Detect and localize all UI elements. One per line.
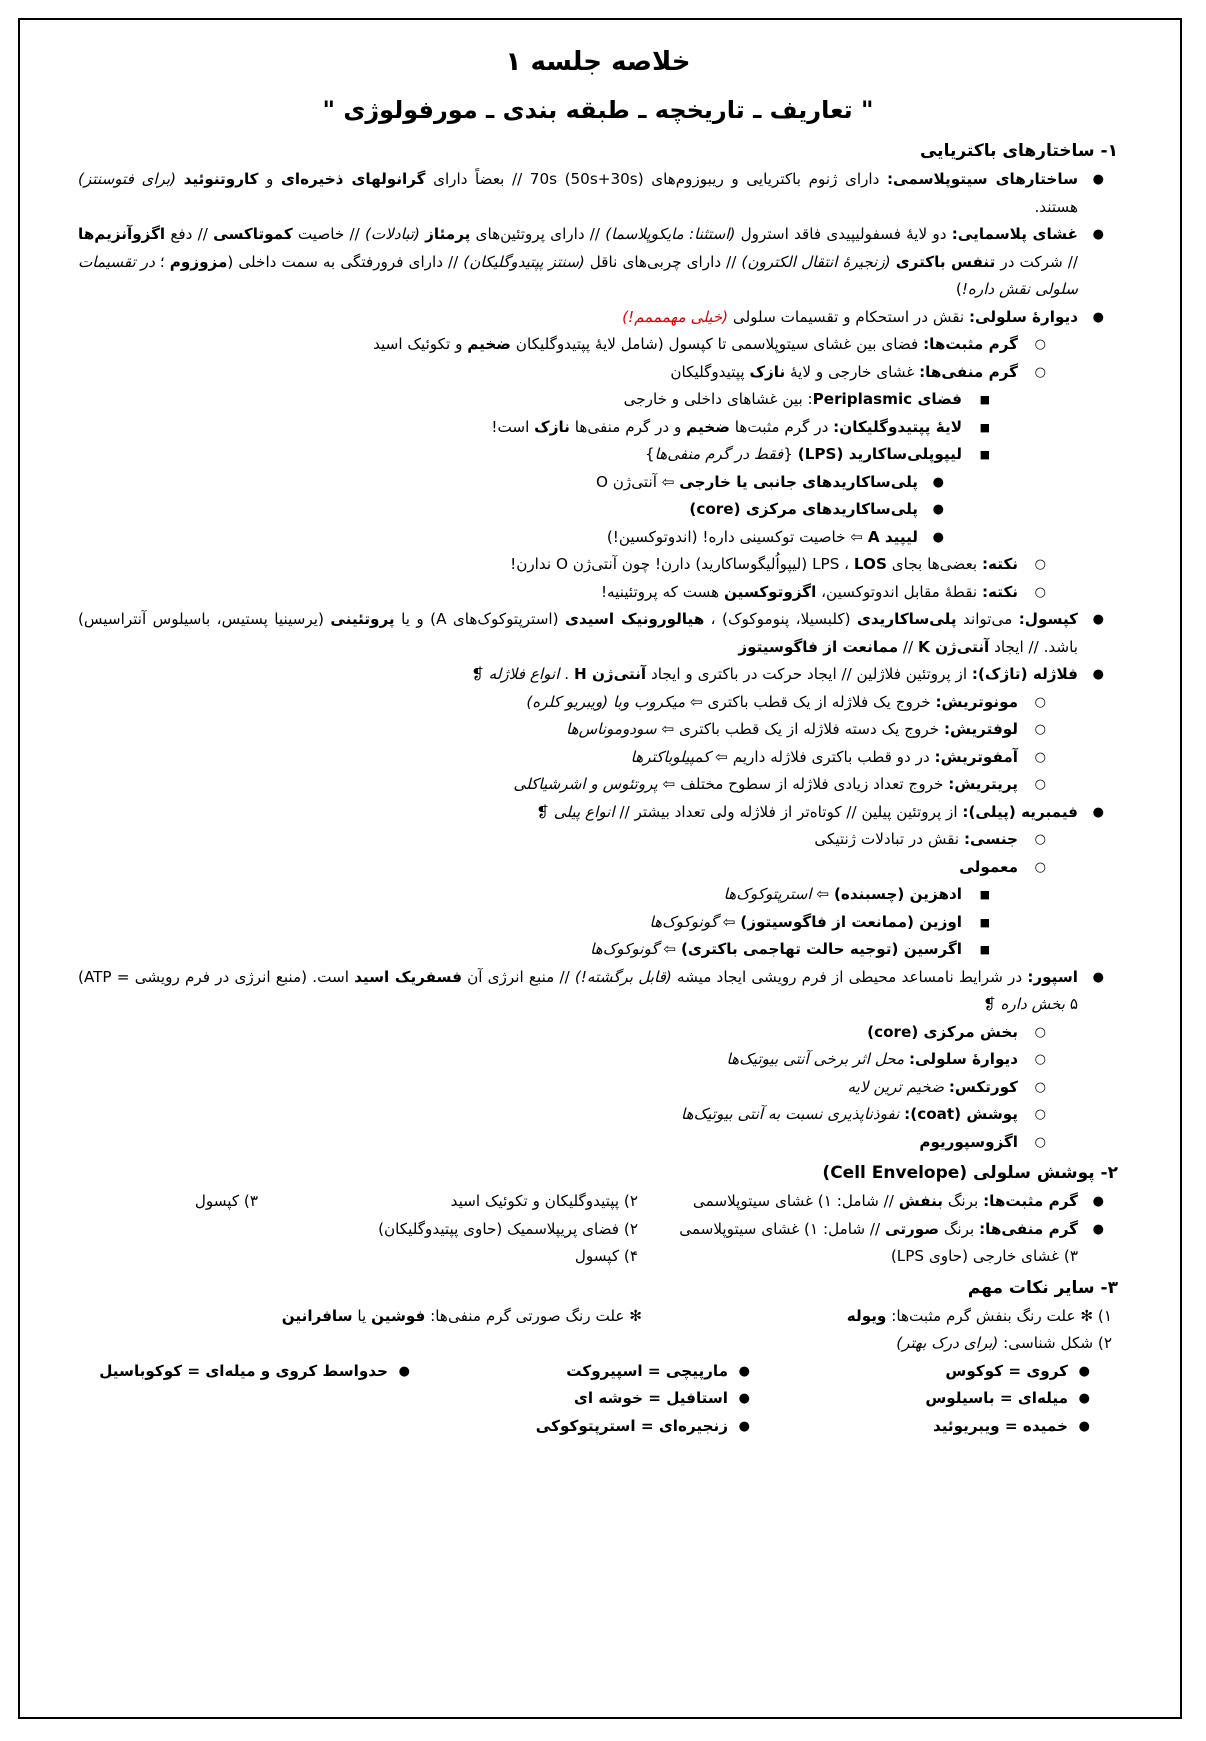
list-item-gram-negative: ○ گرم منفی‌ها: غشای خارجی و لایهٔ نازک پپتیدوگلیکان (78, 359, 1118, 387)
page-subtitle: " تعاریف ـ تاریخچه ـ طبقه بندی ـ مورفولوژی " (322, 96, 874, 124)
bullet-icon: ● (1092, 612, 1104, 627)
circle-bullet-icon: ○ (1034, 1107, 1046, 1122)
circle-bullet-icon: ○ (1034, 337, 1046, 352)
bullet-icon: ● (932, 502, 944, 517)
circle-bullet-icon: ○ (1034, 584, 1046, 600)
circle-bullet-icon: ○ (1034, 364, 1046, 380)
bullet-icon: ● (932, 529, 944, 545)
shape-item: ● کروی = کوکوس (758, 1358, 1098, 1386)
bullet-icon: ● (738, 1391, 750, 1406)
bullet-icon: ● (1092, 227, 1104, 242)
list-item-envelope-gram-positive: ● گرم مثبت‌ها: برنگ بنفش // شامل: ۱) غشای سیتوپلاسمی ۲) پپتیدوگلیکان و تکوئیک اسید ۳) کپسول (78, 1188, 1118, 1216)
square-bullet-icon: ■ (979, 393, 990, 406)
bullet-icon: ● (1078, 1418, 1090, 1434)
list-item-envelope-gram-negative: ● گرم منفی‌ها: برنگ صورتی // شامل: ۱) غشای سیتوپلاسمی ۲) فضای پریپلاسمیک (حاوی پپتیدوگلیکان) (78, 1216, 1118, 1244)
circle-bullet-icon: ○ (1034, 694, 1046, 710)
list-item-spore-cortex: ○ کورتکس: ضخیم ترین لایه (78, 1074, 1118, 1102)
list-item-lipid-a: ● لیپید A ⇦ خاصیت توکسینی داره! (اندوتوکسین!) (78, 524, 1118, 552)
list-item-gram-positive: ○ گرم مثبت‌ها: فضای بین غشای سیتوپلاسمی تا کپسول (شامل لایهٔ پپتیدوگلیکان ضخیم و تکوئیک اسید (78, 331, 1118, 359)
list-item-sex-pili: ○ جنسی: نقش در تبادلات ژنتیکی (78, 826, 1118, 854)
bullet-icon: ● (738, 1418, 750, 1434)
document-body (78, 40, 1118, 1440)
list-item-cytoplasmic: ● ساختارهای سیتوپلاسمی: دارای ژنوم باکتریایی و ریبوزوم‌های 70s (50s+30s) // بعضاً دارای گرانولهای ذخیره‌ای و کاروتنوئید (برای فتوسنتز) هستند. (78, 166, 1118, 221)
list-item-peritrichous: ○ پریتریش: خروج تعداد زیادی فلاژله از سطوح مختلف ⇦ پروتئوس و اشرشیاکلی (78, 771, 1118, 799)
shape-item-empty (78, 1413, 418, 1441)
list-item-o-polysaccharide: ● پلی‌ساکاریدهای جانبی یا خارجی ⇦ آنتی‌ژن O (78, 469, 1118, 497)
circle-bullet-icon: ○ (1034, 1052, 1046, 1067)
paragraph-morphology: ۲) شکل شناسی: (برای درک بهتر) (896, 1334, 1112, 1352)
list-item-periplasmic: ■ فضای Periplasmic: بین غشاهای داخلی و خارجی (78, 386, 1118, 414)
bullet-icon: ● (738, 1363, 750, 1379)
bullet-icon: ● (1092, 667, 1104, 682)
shape-item: ● مارپیچی = اسپیروکت (418, 1358, 758, 1386)
list-item-aggressin: ■ اگرسین (توجیه حالت تهاجمی باکتری) ⇦ گونوکوک‌ها (78, 936, 1118, 964)
list-item-spore-coat: ○ پوشش (coat): نفوذناپذیری نسبت به آنتی بیوتیک‌ها (78, 1101, 1118, 1129)
list-item-lophotrichous: ○ لوفتریش: خروج یک دسته فلاژله از یک قطب باکتری ⇦ سودوموناس‌ها (78, 716, 1118, 744)
list-item-monotrichous: ○ مونوتریش: خروج یک فلاژله از یک قطب باکتری ⇦ میکروب وبا (ویبریو کلره) (78, 689, 1118, 717)
bullet-icon: ● (932, 474, 944, 490)
section-heading-other-notes: ۳- سایر نکات مهم (967, 1277, 1118, 1298)
circle-bullet-icon: ○ (1034, 1024, 1046, 1040)
list-item-exosporium: ○ اگزوسپوریوم (78, 1129, 1118, 1157)
square-bullet-icon: ■ (979, 888, 990, 901)
shape-item: ● زنجیره‌ای = استرپتوکوکی (418, 1413, 758, 1441)
square-bullet-icon: ■ (979, 915, 990, 929)
section-heading-cell-envelope: ۲- پوشش سلولی (Cell Envelope) (822, 1163, 1118, 1183)
list-item-core-polysaccharide: ● پلی‌ساکاریدهای مرکزی (core) (78, 496, 1118, 524)
paragraph-stain-colors: ۱) ✻ علت رنگ بنفش گرم مثبت‌ها: ویوله ✻ علت رنگ صورتی گرم منفی‌ها: فوشین یا سافرانین (281, 1306, 1112, 1325)
circle-bullet-icon: ○ (1034, 859, 1046, 875)
morphology-grid (78, 1358, 1118, 1441)
list-item-fimbriae: ● فیمبریه (پیلی): از پروتئین پیلین // کوتاه‌تر از فلاژله ولی تعداد بیشتر // انواع پیلی ❡ (78, 799, 1118, 827)
list-item-envelope-gram-negative-cont: ۳) غشای خارجی (حاوی LPS) ۴) کپسول (574, 1247, 1078, 1265)
circle-bullet-icon: ○ (1034, 1079, 1046, 1095)
list-item-plasma-membrane: ● غشای پلاسمایی: دو لایهٔ فسفولیپیدی فاقد استرول (استثنا: مایکوپلاسما) // دارای پروتئین‌های پرمئاز (تبادلات) // خاصیت کموتاکسی // دفع اگزوآنزیم‌ها // شرکت در تنفس باکتری (زنجیرهٔ انتقال الکترون) // دارای چربی‌های ناقل (سنتز پپتیدوگلیکان) // دارای فرورفتگی به سمت داخلی (مزوزوم ؛ در تقسیمات سلولی نقش داره!) (78, 221, 1118, 304)
list-item-flagella: ● فلاژله (تاژک): از پروتئین فلاژلین // ایجاد حرکت در باکتری و ایجاد آنتی‌ژن H . انواع فلاژله ❡ (78, 661, 1118, 689)
list-item-common-pili: ○ معمولی (78, 854, 1118, 882)
shape-item: ● حدواسط کروی و میله‌ای = کوکوباسیل (78, 1358, 418, 1386)
circle-bullet-icon: ○ (1034, 749, 1046, 765)
square-bullet-icon: ■ (979, 420, 990, 434)
bullet-icon: ● (1092, 969, 1104, 985)
circle-bullet-icon: ○ (1034, 722, 1046, 737)
circle-bullet-icon: ○ (1034, 1134, 1046, 1150)
list-item-spore-core: ○ بخش مرکزی (core) (78, 1019, 1118, 1047)
shape-item-empty (78, 1385, 418, 1413)
circle-bullet-icon: ○ (1034, 832, 1046, 847)
page-title: خلاصه جلسه ۱ (505, 47, 691, 77)
shape-item: ● میله‌ای = باسیلوس (758, 1385, 1098, 1413)
list-item-lps: ■ لیپوپلی‌ساکارید (LPS) {فقط در گرم منفی‌ها} (78, 441, 1118, 469)
bullet-icon: ● (1092, 172, 1104, 187)
list-item-opsonin: ■ اوزین (ممانعت از فاگوسیتوز) ⇦ گونوکوک‌ها (78, 909, 1118, 937)
bullet-icon: ● (398, 1363, 410, 1379)
section-heading-structures: ۱- ساختارهای باکتریایی (919, 141, 1118, 161)
circle-bullet-icon: ○ (1034, 557, 1046, 572)
circle-bullet-icon: ○ (1034, 777, 1046, 792)
bullet-icon: ● (1092, 1221, 1104, 1237)
bullet-icon: ● (1092, 804, 1104, 820)
list-item-adhesin: ■ ادهزین (چسبنده) ⇦ استرپتوکوک‌ها (78, 881, 1118, 909)
list-item-cell-wall: ● دیوارهٔ سلولی: نقش در استحکام و تقسیمات سلولی (خیلی مهمممم!) (78, 304, 1118, 332)
bullet-icon: ● (1092, 1194, 1104, 1209)
list-item-note-exotoxin: ○ نکته: نقطهٔ مقابل اندوتوکسین، اگزوتوکسین هست که پروتئینیه! (78, 579, 1118, 607)
list-item-spore: ● اسپور: در شرایط نامساعد محیطی از فرم رویشی ایجاد میشه (قابل برگشته!) // منبع انرژی آن فسفریک اسید است. (منبع انرژی در فرم رویشی = ATP) ۵ بخش داره ❡ (78, 964, 1118, 1019)
bullet-icon: ● (1092, 309, 1104, 325)
square-bullet-icon: ■ (979, 448, 990, 461)
list-item-amphitrichous: ○ آمفوتریش: در دو قطب باکتری فلاژله داریم ⇦ کمپیلوباکترها (78, 744, 1118, 772)
bullet-icon: ● (1078, 1363, 1090, 1379)
list-item-note-los: ○ نکته: بعضی‌ها بجای LPS ، LOS (لیپواُلیگوساکارید) دارن! چون آنتی‌ژن O ندارن! (78, 551, 1118, 579)
list-item-capsule: ● کپسول: می‌تواند پلی‌ساکاریدی (کلبسیلا، پنوموکوک) ، هیالورونیک اسیدی (استرپتوکوک‌های A) و یا پروتئینی (یرسینیا پستیس، باسیلوس آنتراسیس) باشد. // ایجاد آنتی‌ژن K // ممانعت از فاگوسیتوز (78, 606, 1118, 661)
shape-item: ● خمیده = ویبریوئید (758, 1413, 1098, 1441)
bullet-icon: ● (1078, 1391, 1090, 1406)
list-item-spore-wall: ○ دیوارهٔ سلولی: محل اثر برخی آنتی بیوتیک‌ها (78, 1046, 1118, 1074)
list-item-peptidoglycan: ■ لایهٔ پپتیدوگلیکان: در گرم مثبت‌ها ضخیم و در گرم منفی‌ها نازک است! (78, 414, 1118, 442)
shape-item: ● استافیل = خوشه ای (418, 1385, 758, 1413)
square-bullet-icon: ■ (979, 943, 990, 956)
